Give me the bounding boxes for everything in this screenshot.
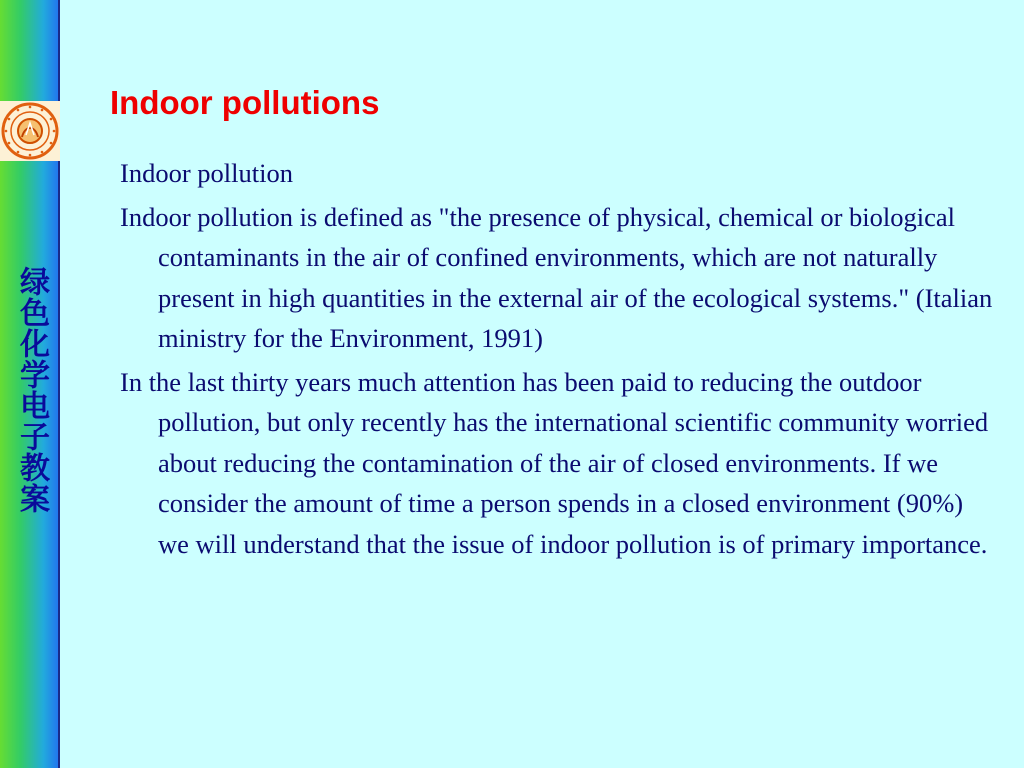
university-emblem-icon (0, 101, 60, 161)
paragraph-context: In the last thirty years much attention has been paid to reducing the outdoor pollution, but only recently has the international scientific community worried about reducing the contamination of the air of closed environments. If we consider the amount of time a person spends in a closed environment (90%) we will understand that the issue of indoor pollution is of primary importance. (120, 366, 989, 559)
paragraph-definition: Indoor pollution is defined as "the presence of physical, chemical or biological contaminants in the air of confined environments, which are not naturally present in high quantities in the external air of the ecological systems." (Italian ministry for the Environment, 1991) (120, 201, 993, 353)
slide-title: Indoor pollutions (110, 84, 380, 121)
slide-body (120, 153, 1000, 567)
paragraph-heading: Indoor pollution (120, 158, 293, 188)
sidebar-caption: 绿色化学电子教案 (14, 266, 49, 514)
sidebar (0, 0, 60, 768)
